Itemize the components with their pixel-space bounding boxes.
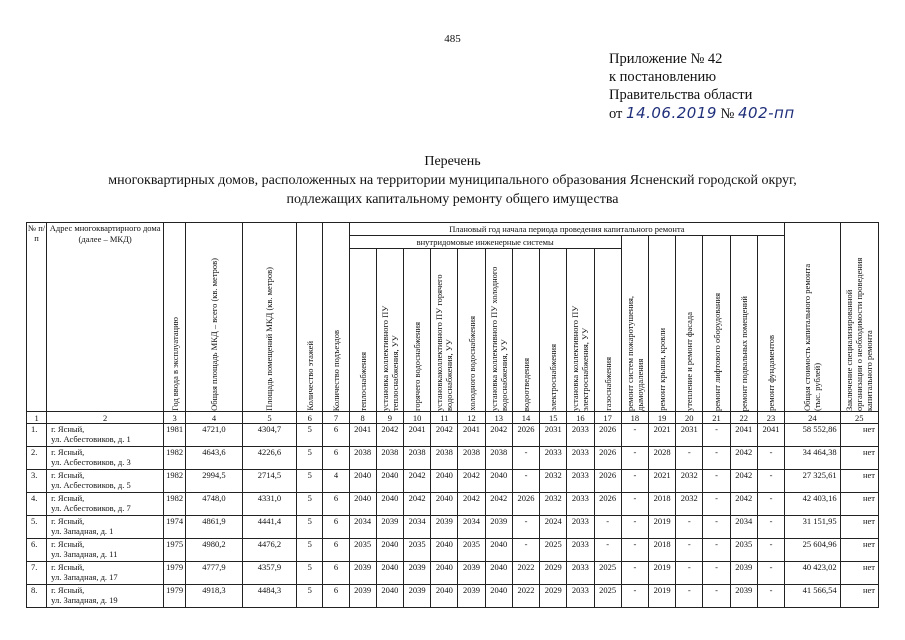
address-street: ул. Асбестовиков, д. 5 (51, 480, 131, 490)
plan-year-cell: 2038 (431, 447, 458, 470)
plan-year-cell: - (512, 539, 539, 562)
floors-cell: 5 (297, 470, 323, 493)
address-city: г. Ясный, (51, 516, 85, 526)
address-city: г. Ясный, (51, 470, 85, 480)
plan-year-cell: 2041 (404, 424, 431, 447)
plan-year-cell: 2039 (404, 562, 431, 585)
plan-year-cell: - (757, 562, 784, 585)
plan-year-cell: 2041 (730, 424, 757, 447)
plan-year-cell: - (512, 516, 539, 539)
column-number: 22 (730, 412, 757, 424)
col-entrances-header: Количество подъездов (323, 223, 349, 412)
plan-year-cell: 2041 (757, 424, 784, 447)
plan-year-cell: 2040 (431, 562, 458, 585)
appendix-date-line (609, 104, 795, 123)
plan-year-cell: 2021 (648, 470, 675, 493)
address-cell (47, 470, 164, 493)
table-row (27, 539, 879, 562)
column-number: 23 (757, 412, 784, 424)
col-electric-meter-header: установка коллективного ПУ электроснабжения, УУ (567, 249, 594, 412)
plan-year-cell: 2026 (594, 493, 621, 516)
col-total-area-header: Общая площадь МКД – всего (кв. метров) (186, 223, 242, 412)
room-area-cell: 2714,5 (242, 470, 296, 493)
plan-year-cell: 2031 (540, 424, 567, 447)
col-sewage-header: водоотведения (512, 249, 539, 412)
total-area-cell: 4918,3 (186, 585, 242, 608)
plan-year-cell: 2032 (676, 470, 703, 493)
plan-year-cell: - (621, 562, 648, 585)
plan-year-cell: - (594, 516, 621, 539)
plan-year-cell: 2041 (349, 424, 376, 447)
plan-year-cell: 2039 (485, 516, 512, 539)
table-row (27, 470, 879, 493)
plan-year-cell: - (703, 516, 730, 539)
plan-year-cell: 2033 (567, 447, 594, 470)
column-number: 1 (27, 412, 47, 424)
plan-year-cell: 2040 (431, 539, 458, 562)
plan-year-cell: 2032 (676, 493, 703, 516)
table-head (27, 223, 879, 424)
appendix-block (609, 50, 795, 123)
plan-year-cell: - (757, 585, 784, 608)
entrances-cell: 6 (323, 562, 349, 585)
plan-year-cell: 2039 (458, 585, 485, 608)
plan-year-cell: 2038 (458, 447, 485, 470)
plan-year-cell: 2018 (648, 493, 675, 516)
plan-year-cell: 2026 (594, 447, 621, 470)
row-number: 8. (27, 585, 47, 608)
plan-year-cell: 2042 (730, 447, 757, 470)
plan-year-cell: 2042 (730, 470, 757, 493)
plan-year-cell: 2034 (458, 516, 485, 539)
plan-year-cell: 2039 (376, 516, 403, 539)
row-number: 7. (27, 562, 47, 585)
plan-year-cell: 2042 (730, 493, 757, 516)
floors-cell: 5 (297, 562, 323, 585)
appendix-line-1: Приложение № 42 (609, 51, 723, 67)
column-number: 24 (785, 412, 840, 424)
table-row (27, 585, 879, 608)
year-cell: 1982 (164, 493, 186, 516)
plan-year-cell: - (703, 539, 730, 562)
plan-year-cell: 2042 (404, 470, 431, 493)
table-body (27, 424, 879, 608)
room-area-cell: 4476,2 (242, 539, 296, 562)
plan-year-cell: - (757, 493, 784, 516)
col-cost-header: Общая стоимость капитального ремонта (тыс. рублей) (785, 223, 840, 412)
title-line-1: Перечень (424, 154, 481, 169)
plan-year-cell: 2033 (567, 470, 594, 493)
total-area-cell: 4643,6 (186, 447, 242, 470)
column-number: 14 (512, 412, 539, 424)
year-cell: 1982 (164, 447, 186, 470)
col-floors-header: Количество этажей (297, 223, 323, 412)
room-area-cell: 4484,3 (242, 585, 296, 608)
plan-year-cell: - (594, 539, 621, 562)
plan-year-cell: - (512, 447, 539, 470)
plan-year-cell: 2026 (594, 470, 621, 493)
plan-year-cell: 2040 (376, 585, 403, 608)
plan-year-cell: 2032 (540, 470, 567, 493)
plan-year-cell: 2022 (512, 585, 539, 608)
date-value: 14.06.2019 (626, 104, 717, 122)
plan-year-cell: - (621, 470, 648, 493)
repair-table (26, 222, 879, 608)
column-number: 20 (676, 412, 703, 424)
plan-year-cell: 2038 (376, 447, 403, 470)
plan-year-cell: 2033 (540, 447, 567, 470)
cost-cell: 42 403,16 (785, 493, 840, 516)
address-street: ул. Асбестовиков, д. 7 (51, 503, 131, 513)
plan-year-cell: 2042 (376, 424, 403, 447)
address-street: ул. Западная, д. 19 (51, 595, 118, 605)
plan-year-cell: 2038 (349, 447, 376, 470)
row-number: 2. (27, 447, 47, 470)
column-number: 13 (485, 412, 512, 424)
plan-year-cell: 2019 (648, 562, 675, 585)
plan-year-cell: - (676, 516, 703, 539)
total-area-cell: 4748,0 (186, 493, 242, 516)
conclusion-cell: нет (840, 539, 878, 562)
entrances-cell: 6 (323, 516, 349, 539)
plan-year-cell: - (621, 585, 648, 608)
column-number: 4 (186, 412, 242, 424)
conclusion-cell: нет (840, 493, 878, 516)
col-roof-header: ремонт крыши, кровли (648, 236, 675, 412)
room-area-cell: 4441,4 (242, 516, 296, 539)
cost-cell: 40 423,02 (785, 562, 840, 585)
year-cell: 1974 (164, 516, 186, 539)
table-row (27, 424, 879, 447)
plan-year-cell: 2025 (540, 539, 567, 562)
entrances-cell: 6 (323, 585, 349, 608)
address-street: ул. Западная, д. 11 (51, 549, 118, 559)
cost-cell: 25 604,96 (785, 539, 840, 562)
plan-year-cell: - (621, 539, 648, 562)
address-cell (47, 516, 164, 539)
total-area-cell: 4980,2 (186, 539, 242, 562)
column-number: 6 (297, 412, 323, 424)
plan-year-cell: 2033 (567, 424, 594, 447)
plan-year-cell: 2039 (349, 585, 376, 608)
column-number: 8 (349, 412, 376, 424)
total-area-cell: 4721,0 (186, 424, 242, 447)
plan-year-cell: 2022 (512, 562, 539, 585)
plan-year-cell: - (703, 447, 730, 470)
column-number: 5 (242, 412, 296, 424)
plan-year-cell: - (703, 470, 730, 493)
column-number: 10 (404, 412, 431, 424)
plan-year-cell: 2039 (730, 562, 757, 585)
num-prefix: № (720, 106, 735, 122)
column-number: 7 (323, 412, 349, 424)
plan-year-cell: 2040 (376, 470, 403, 493)
address-cell (47, 424, 164, 447)
plan-year-cell: 2026 (594, 424, 621, 447)
room-area-cell: 4226,6 (242, 447, 296, 470)
col-heating-header: теплоснабжения (349, 249, 376, 412)
plan-year-cell: 2040 (485, 539, 512, 562)
plan-year-cell: 2040 (431, 585, 458, 608)
floors-cell: 5 (297, 516, 323, 539)
floors-cell: 5 (297, 493, 323, 516)
plan-year-cell: 2033 (567, 516, 594, 539)
plan-year-cell: 2040 (376, 493, 403, 516)
plan-year-cell: 2042 (458, 493, 485, 516)
column-number: 16 (567, 412, 594, 424)
plan-year-cell: 2040 (349, 470, 376, 493)
address-street: ул. Асбестовиков, д. 1 (51, 434, 131, 444)
plan-year-cell: 2040 (485, 585, 512, 608)
floors-cell: 5 (297, 539, 323, 562)
plan-year-cell: - (676, 539, 703, 562)
plan-year-cell: - (621, 516, 648, 539)
cost-cell: 27 325,61 (785, 470, 840, 493)
entrances-cell: 6 (323, 493, 349, 516)
plan-year-cell: - (757, 516, 784, 539)
address-city: г. Ясный, (51, 562, 85, 572)
col-foundation-header: ремонт фундаментов (757, 236, 784, 412)
column-number: 3 (164, 412, 186, 424)
plan-year-cell: 2025 (594, 562, 621, 585)
year-cell: 1979 (164, 585, 186, 608)
row-number: 1. (27, 424, 47, 447)
conclusion-cell: нет (840, 447, 878, 470)
plan-year-cell: 2041 (458, 424, 485, 447)
date-prefix: от (609, 106, 623, 122)
plan-year-cell: - (703, 424, 730, 447)
column-number: 18 (621, 412, 648, 424)
plan-year-cell: 2026 (512, 424, 539, 447)
systems-group-header: внутридомовые инженерные системы (349, 236, 621, 249)
column-number: 19 (648, 412, 675, 424)
table-row (27, 493, 879, 516)
year-cell: 1979 (164, 562, 186, 585)
plan-year-cell: 2040 (485, 562, 512, 585)
plan-year-cell: 2040 (376, 539, 403, 562)
plan-year-cell: 2040 (431, 470, 458, 493)
cost-cell: 34 464,38 (785, 447, 840, 470)
row-number: 3. (27, 470, 47, 493)
document-title (20, 152, 885, 209)
cost-cell: 41 566,54 (785, 585, 840, 608)
room-area-cell: 4304,7 (242, 424, 296, 447)
plan-year-cell: - (512, 470, 539, 493)
appendix-line-2: к постановлению (609, 69, 717, 85)
conclusion-cell: нет (840, 585, 878, 608)
plan-group-header: Плановый год начала периода проведения капитального ремонта (349, 223, 785, 236)
plan-year-cell: - (621, 493, 648, 516)
address-street: ул. Асбестовиков, д. 3 (51, 457, 131, 467)
col-hot-water-header: горячего водоснабжения (404, 249, 431, 412)
col-no-header: № п/п (27, 223, 47, 412)
row-number: 4. (27, 493, 47, 516)
year-cell: 1981 (164, 424, 186, 447)
conclusion-cell: нет (840, 470, 878, 493)
year-cell: 1982 (164, 470, 186, 493)
plan-year-cell: 2038 (404, 447, 431, 470)
column-number-row (27, 412, 879, 424)
table-row (27, 516, 879, 539)
floors-cell: 5 (297, 585, 323, 608)
conclusion-cell: нет (840, 424, 878, 447)
address-city: г. Ясный, (51, 585, 85, 595)
plan-year-cell: 2034 (349, 516, 376, 539)
plan-year-cell: 2040 (349, 493, 376, 516)
col-lift-header: ремонт лифтового оборудования (703, 236, 730, 412)
plan-year-cell: - (703, 562, 730, 585)
plan-year-cell: - (621, 447, 648, 470)
plan-year-cell: - (676, 585, 703, 608)
floors-cell: 5 (297, 424, 323, 447)
plan-year-cell: 2019 (648, 585, 675, 608)
plan-year-cell: - (757, 539, 784, 562)
column-number: 15 (540, 412, 567, 424)
plan-year-cell: 2042 (485, 424, 512, 447)
plan-year-cell: 2032 (540, 493, 567, 516)
plan-year-cell: - (757, 470, 784, 493)
plan-year-cell: 2033 (567, 585, 594, 608)
plan-year-cell: 2039 (458, 562, 485, 585)
appendix-line-3: Правительства области (609, 87, 753, 103)
plan-year-cell: - (757, 447, 784, 470)
title-line-3: подлежащих капитальному ремонту общего имущества (286, 192, 619, 207)
address-city: г. Ясный, (51, 493, 85, 503)
column-number: 9 (376, 412, 403, 424)
col-basement-header: ремонт подвальных помещений (730, 236, 757, 412)
plan-year-cell: 2035 (730, 539, 757, 562)
table-row (27, 562, 879, 585)
row-number: 6. (27, 539, 47, 562)
entrances-cell: 6 (323, 447, 349, 470)
room-area-cell: 4357,9 (242, 562, 296, 585)
column-number: 11 (431, 412, 458, 424)
column-number: 25 (840, 412, 878, 424)
plan-year-cell: 2025 (594, 585, 621, 608)
column-number: 17 (594, 412, 621, 424)
plan-year-cell: 2033 (567, 493, 594, 516)
address-street: ул. Западная, д. 1 (51, 526, 114, 536)
plan-year-cell: 2019 (648, 516, 675, 539)
floors-cell: 5 (297, 447, 323, 470)
plan-year-cell: 2021 (648, 424, 675, 447)
plan-year-cell: 2042 (431, 424, 458, 447)
total-area-cell: 4861,9 (186, 516, 242, 539)
entrances-cell: 6 (323, 424, 349, 447)
table-row (27, 447, 879, 470)
plan-year-cell: 2039 (404, 585, 431, 608)
conclusion-cell: нет (840, 562, 878, 585)
plan-year-cell: 2040 (431, 493, 458, 516)
year-cell: 1975 (164, 539, 186, 562)
plan-year-cell: - (703, 493, 730, 516)
address-city: г. Ясный, (51, 447, 85, 457)
col-conclusion-header: Заключение специализированной организации о необходимости проведения капитального ремонта (840, 223, 878, 412)
plan-year-cell: 2039 (349, 562, 376, 585)
page-number: 485 (444, 33, 461, 45)
plan-year-cell: 2031 (676, 424, 703, 447)
plan-year-cell: 2034 (730, 516, 757, 539)
entrances-cell: 6 (323, 539, 349, 562)
col-facade-header: утепление и ремонт фасада (676, 236, 703, 412)
col-hot-water-meter-header: установкаколлективного ПУ горячего водоснабжения, УУ (431, 249, 458, 412)
plan-year-cell: 2024 (540, 516, 567, 539)
plan-year-cell: 2042 (458, 470, 485, 493)
doc-number: 402-пп (738, 104, 795, 122)
total-area-cell: 2994,5 (186, 470, 242, 493)
plan-year-cell: 2038 (485, 447, 512, 470)
address-cell (47, 585, 164, 608)
plan-year-cell: 2029 (540, 585, 567, 608)
address-city: г. Ясный, (51, 424, 85, 434)
plan-year-cell: - (676, 447, 703, 470)
plan-year-cell: 2039 (431, 516, 458, 539)
address-cell (47, 447, 164, 470)
col-cold-water-meter-header: установка коллективного ПУ холодного водоснабжения, УУ (485, 249, 512, 412)
plan-year-cell: 2040 (485, 470, 512, 493)
column-number: 2 (47, 412, 164, 424)
plan-year-cell: 2028 (648, 447, 675, 470)
col-year-header: Год ввода в эксплуатацию (164, 223, 186, 412)
plan-year-cell: 2035 (404, 539, 431, 562)
col-gas-header: газоснабжения (594, 249, 621, 412)
plan-year-cell: 2018 (648, 539, 675, 562)
plan-year-cell: 2035 (349, 539, 376, 562)
plan-year-cell: 2040 (376, 562, 403, 585)
plan-year-cell: 2026 (512, 493, 539, 516)
col-room-area-header: Площадь помещений МКД (кв. метров) (242, 223, 296, 412)
conclusion-cell: нет (840, 516, 878, 539)
plan-year-cell: 2042 (404, 493, 431, 516)
plan-year-cell: 2034 (404, 516, 431, 539)
plan-year-cell: 2039 (730, 585, 757, 608)
col-address-header: Адрес многоквартирного дома (далее – МКД) (47, 223, 164, 412)
col-electric-header: электроснабжения (540, 249, 567, 412)
plan-year-cell: 2029 (540, 562, 567, 585)
title-line-2: многоквартирных домов, расположенных на территории муниципального образования Ясненский городской округ, (108, 173, 797, 188)
room-area-cell: 4331,0 (242, 493, 296, 516)
plan-year-cell: 2033 (567, 562, 594, 585)
plan-year-cell: - (676, 562, 703, 585)
row-number: 5. (27, 516, 47, 539)
col-heating-meter-header: установка коллективного ПУ теплоснабжения, УУ (376, 249, 403, 412)
column-number: 12 (458, 412, 485, 424)
plan-year-cell: - (621, 424, 648, 447)
address-cell (47, 539, 164, 562)
plan-year-cell: 2042 (485, 493, 512, 516)
plan-year-cell: 2033 (567, 539, 594, 562)
column-number: 21 (703, 412, 730, 424)
address-cell (47, 562, 164, 585)
plan-year-cell: - (703, 585, 730, 608)
address-cell (47, 493, 164, 516)
entrances-cell: 4 (323, 470, 349, 493)
cost-cell: 31 151,95 (785, 516, 840, 539)
plan-year-cell: 2035 (458, 539, 485, 562)
col-fire-header: ремонт систем пожаротушения, дымоудаления (621, 236, 648, 412)
cost-cell: 58 552,86 (785, 424, 840, 447)
address-street: ул. Западная, д. 17 (51, 572, 118, 582)
address-city: г. Ясный, (51, 539, 85, 549)
total-area-cell: 4777,9 (186, 562, 242, 585)
col-cold-water-header: холодного водоснабжения (458, 249, 485, 412)
